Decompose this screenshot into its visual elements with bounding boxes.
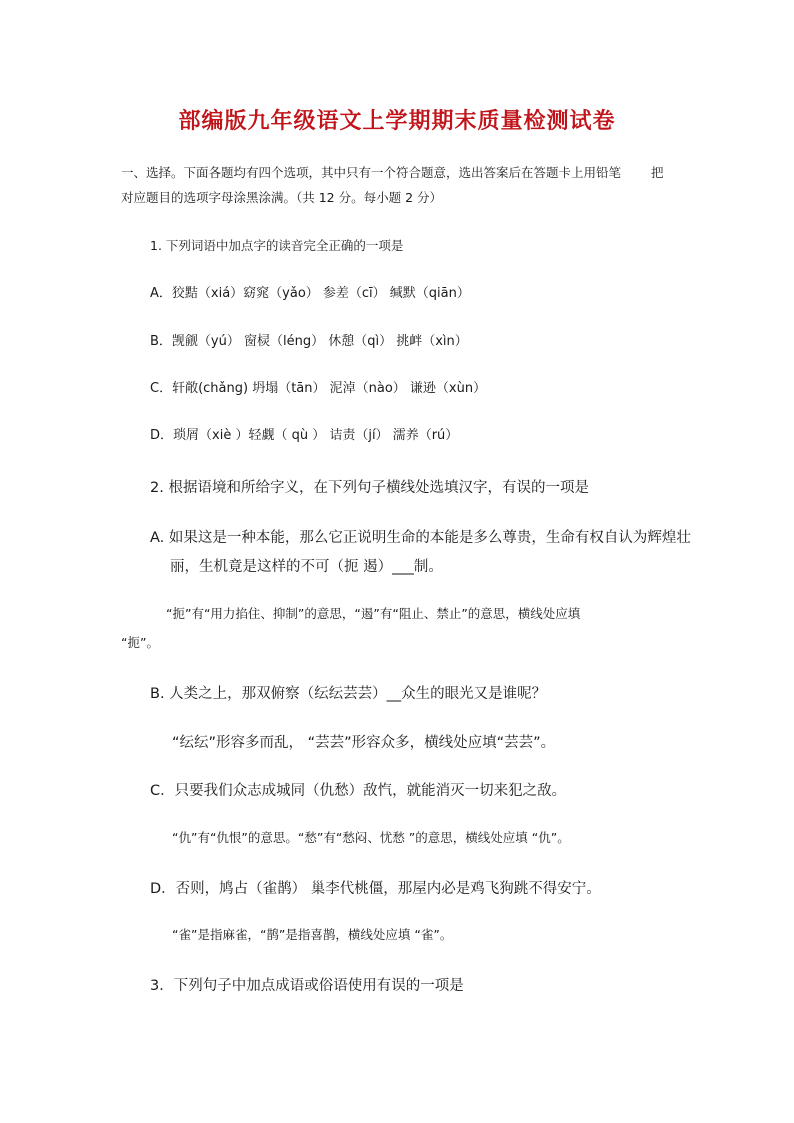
q2-option-b: B. 人类之上，那双俯察（纭纭芸芸）__众生的眼光又是谁呢？ xyxy=(150,686,547,702)
q1-option-d: D．琐屑（xiè ）轻觑（ qù ） 诘责（jí） 濡养（rú） xyxy=(150,428,459,443)
page-title: 部编版九年级语文上学期期末质量检测试卷 xyxy=(178,108,616,134)
q2-option-a-line1: A. 如果这是一种本能，那么它正说明生命的本能是多么尊贵，生命有权自认为辉煌壮 xyxy=(150,530,691,546)
section-instruction-line1-end: 把 xyxy=(651,165,664,180)
q2-option-a-explanation-line2: “扼”。 xyxy=(121,635,159,650)
q2-option-a-explanation-line1: “扼”有“用力掐住、抑制”的意思，“遏”有“阻止、禁止”的意思，横线处应填 xyxy=(166,606,581,621)
q2-option-d-explanation: “雀”是指麻雀，“鹊”是指喜鹊，横线处应填 “雀”。 xyxy=(172,927,453,942)
q1-option-c: C．轩敞(chǎng) 坍塌（tān） 泥淖（nào） 谦逊（xùn） xyxy=(150,381,487,396)
q2-option-b-explanation: “纭纭”形容多而乱， “芸芸”形容众多，横线处应填“芸芸”。 xyxy=(172,735,556,751)
q1-option-a: A．狡黠（xiá）窈窕（yǎo） 参差（cī） 缄默（qiān） xyxy=(150,286,470,301)
q1-stem: 1. 下列词语中加点字的读音完全正确的一项是 xyxy=(150,238,404,253)
q2-option-a-line2: 丽，生机竟是这样的不可（扼 遏）___制。 xyxy=(170,559,443,575)
q2-option-d: D．否则，鸠占（雀鹊） 巢李代桃僵，那屋内必是鸡飞狗跳不得安宁。 xyxy=(150,881,601,897)
q2-stem: 2. 根据语境和所给字义，在下列句子横线处选填汉字，有误的一项是 xyxy=(150,480,589,496)
section-instruction-line1: 一、选择。下面各题均有四个选项，其中只有一个符合题意，选出答案后在答题卡上用铅笔 xyxy=(121,165,622,180)
q3-stem: 3．下列句子中加点成语或俗语使用有误的一项是 xyxy=(150,978,464,994)
q1-option-b: B．觊觎（yú） 窗棂（léng） 休憩（qì） 挑衅（xìn） xyxy=(150,334,468,349)
q2-option-c-explanation: “仇”有“仇恨”的意思。“愁”有“愁闷、忧愁 ”的意思，横线处应填 “仇”。 xyxy=(172,830,570,845)
section-instruction-line2: 对应题目的选项字母涂黑涂满。（共 12 分。每小题 2 分） xyxy=(121,190,443,205)
q2-option-c: C．只要我们众志成城同（仇愁）敌忾，就能消灭一切来犯之敌。 xyxy=(150,783,567,799)
